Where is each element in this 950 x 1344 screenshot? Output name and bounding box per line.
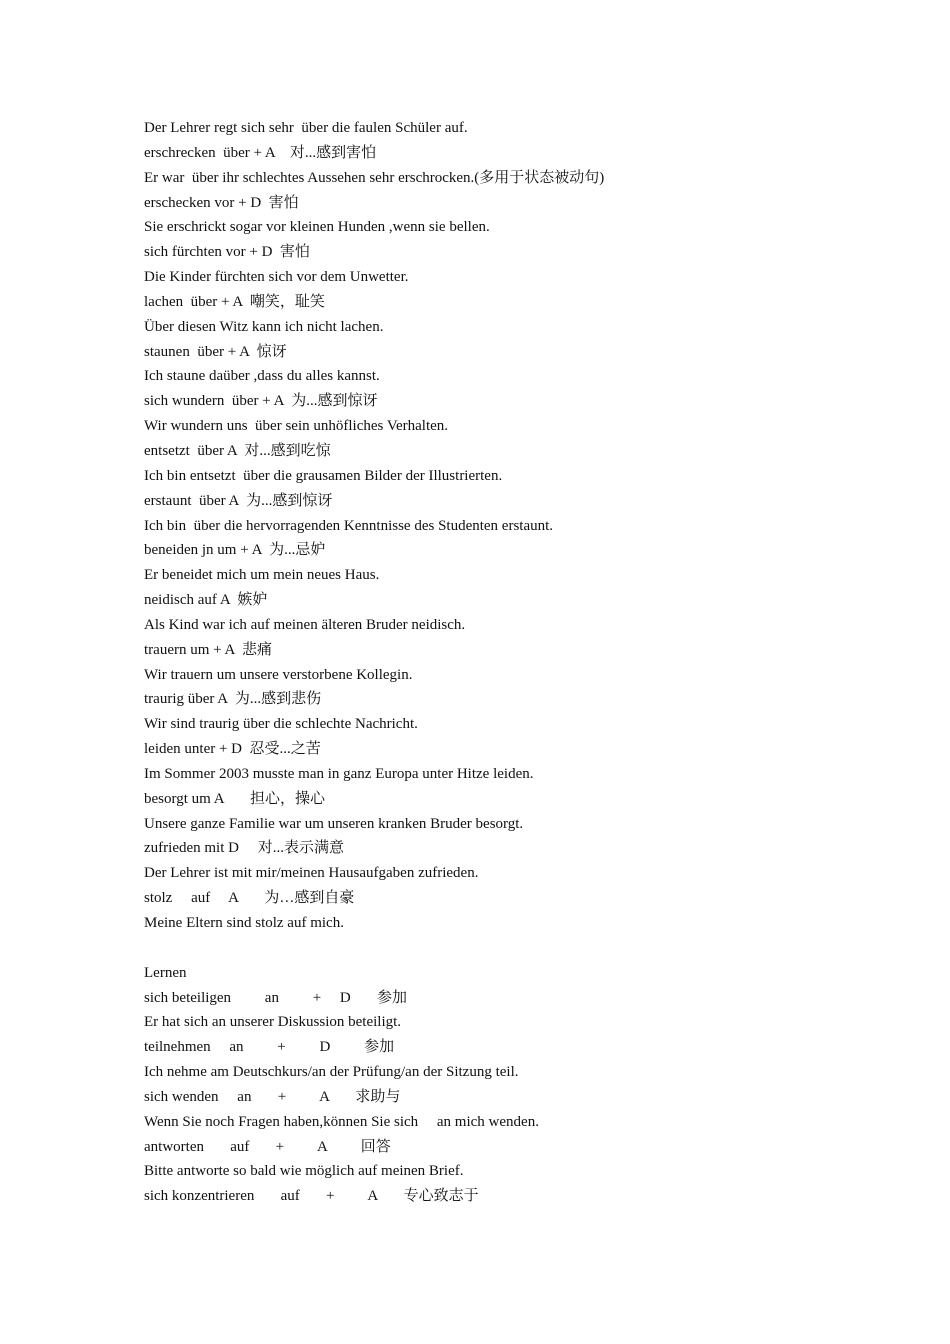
- text-line: Er beneidet mich um mein neues Haus.: [144, 567, 380, 584]
- text-line: Der Lehrer ist mit mir/meinen Hausaufgaben zufrieden.: [144, 865, 479, 882]
- text-line: Ich staune daüber ,dass du alles kannst.: [144, 368, 380, 385]
- text-line: Er war über ihr schlechtes Aussehen sehr erschrocken.(多用于状态被动句): [144, 169, 605, 186]
- text-line: erschrecken über + A 对...感到害怕: [144, 144, 377, 161]
- text-line: trauern um + A 悲痛: [144, 641, 273, 658]
- text-line: Die Kinder fürchten sich vor dem Unwetter.: [144, 269, 409, 286]
- text-line: lachen über + A 嘲笑，耻笑: [144, 293, 325, 310]
- text-line: Sie erschrickt sogar vor kleinen Hunden ,wenn sie bellen.: [144, 219, 490, 236]
- text-line: sich wundern über + A 为...感到惊讶: [144, 393, 378, 410]
- text-line: teilnehmen an + D 参加: [144, 1039, 395, 1056]
- text-line: Ich nehme am Deutschkurs/an der Prüfung/an der Sitzung teil.: [144, 1064, 519, 1081]
- text-line: sich beteiligen an + D 参加: [144, 989, 408, 1006]
- text-line: antworten auf + A 回答: [144, 1138, 391, 1155]
- text-line: Ich bin entsetzt über die grausamen Bilder der Illustrierten.: [144, 467, 503, 484]
- text-line: Wir wundern uns über sein unhöfliches Verhalten.: [144, 418, 449, 435]
- text-line: Unsere ganze Familie war um unseren kranken Bruder besorgt.: [144, 815, 524, 832]
- text-line: staunen über + A 惊讶: [144, 343, 287, 360]
- section-title: Lernen: [144, 964, 187, 981]
- text-line: stolz auf A 为…感到自豪: [144, 890, 355, 907]
- text-line: sich wenden an + A 求助与: [144, 1088, 401, 1105]
- blank-line: [144, 936, 904, 961]
- text-line: Über diesen Witz kann ich nicht lachen.: [144, 318, 384, 335]
- text-line: Meine Eltern sind stolz auf mich.: [144, 915, 344, 931]
- text-line: Ich bin über die hervorragenden Kenntnisse des Studenten erstaunt.: [144, 517, 554, 534]
- text-line: Wir trauern um unsere verstorbene Kollegin.: [144, 666, 413, 683]
- text-line: sich fürchten vor + D 害怕: [144, 244, 310, 261]
- text-line: erstaunt über A 为...感到惊讶: [144, 492, 333, 509]
- text-line: zufrieden mit D 对...表示满意: [144, 840, 344, 857]
- text-line: leiden unter + D 忍受...之苦: [144, 741, 321, 758]
- text-line: Wenn Sie noch Fragen haben,können Sie sich an mich wenden.: [144, 1113, 539, 1130]
- document-body: [144, 116, 904, 1209]
- text-line: traurig über A 为...感到悲伤: [144, 691, 322, 708]
- text-line: Wir sind traurig über die schlechte Nachricht.: [144, 716, 418, 733]
- text-line: Als Kind war ich auf meinen älteren Bruder neidisch.: [144, 616, 466, 633]
- text-line: Der Lehrer regt sich sehr über die faulen Schüler auf.: [144, 120, 468, 136]
- text-line: Er hat sich an unserer Diskussion beteiligt.: [144, 1014, 402, 1031]
- text-line: Bitte antworte so bald wie möglich auf meinen Brief.: [144, 1163, 464, 1180]
- text-line: neidisch auf A 嫉妒: [144, 592, 268, 609]
- text-line: entsetzt über A 对...感到吃惊: [144, 442, 331, 459]
- text-line: erschecken vor + D 害怕: [144, 194, 299, 211]
- text-line: sich konzentrieren auf + A 专心致志于: [144, 1188, 479, 1205]
- text-line: Im Sommer 2003 musste man in ganz Europa unter Hitze leiden.: [144, 765, 534, 782]
- text-line: besorgt um A 担心，操心: [144, 790, 325, 807]
- text-line: beneiden jn um + A 为...忌妒: [144, 542, 326, 559]
